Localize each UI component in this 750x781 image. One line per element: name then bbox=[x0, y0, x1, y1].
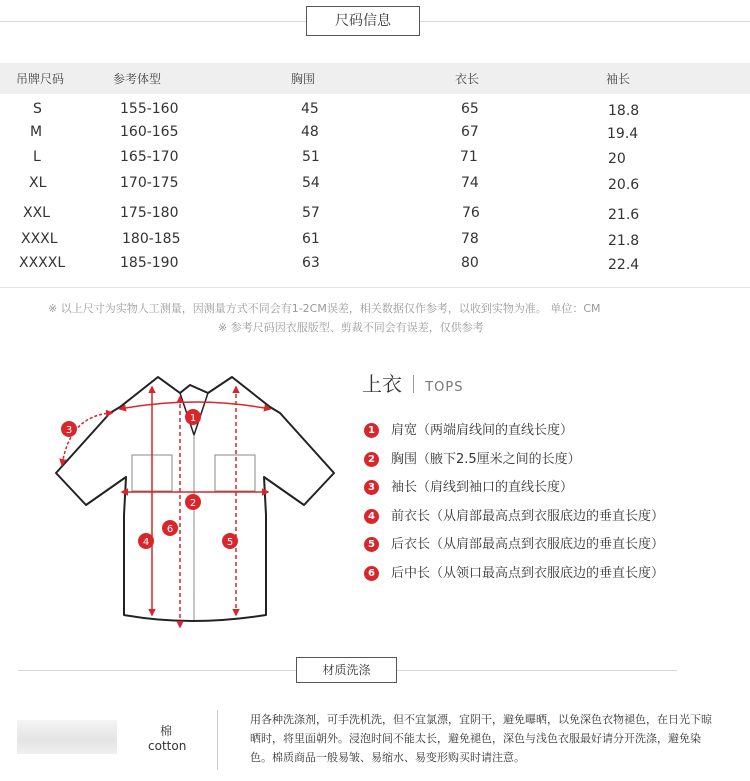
title-rule-left bbox=[0, 21, 306, 22]
size-cell: 155-160 bbox=[120, 101, 179, 117]
size-cell: 78 bbox=[461, 231, 479, 247]
size-cell: 19.4 bbox=[607, 126, 639, 142]
material-care-title: 材质洗涤 bbox=[296, 657, 397, 683]
size-cell: 175-180 bbox=[120, 205, 179, 221]
legend-number-badge: 4 bbox=[364, 509, 379, 524]
care-instructions: 用各种洗涤剂，可手洗机洗，但不宜氯漂，宜阴干，避免曝晒，以免深色衣物褪色，在日光下晾晒时，将里面朝外。浸泡时间不能太长，避免褪色，深色与浅色衣服最好请分开洗涤，避免染色。棉质商品一般易皱、易缩水、易变形购买时请注意。 bbox=[250, 713, 712, 764]
svg-text:1: 1 bbox=[189, 413, 197, 424]
size-cell: 170-175 bbox=[120, 175, 179, 191]
size-cell: 22.4 bbox=[608, 257, 640, 273]
size-cell: 45 bbox=[301, 101, 319, 117]
title-rule-right bbox=[420, 21, 750, 22]
marker-6 bbox=[162, 520, 178, 536]
legend-number-badge: 5 bbox=[364, 537, 379, 552]
size-cell: 160-165 bbox=[120, 124, 179, 140]
size-cell: 21.8 bbox=[608, 233, 640, 249]
marker-5 bbox=[222, 533, 238, 549]
material-cn: 棉 bbox=[160, 724, 173, 738]
tops-title-cn: 上衣 bbox=[362, 372, 402, 396]
svg-text:2: 2 bbox=[189, 498, 197, 509]
svg-text:5: 5 bbox=[226, 537, 234, 548]
size-cell: 57 bbox=[302, 205, 320, 221]
size-info-title: 尺码信息 bbox=[306, 6, 420, 36]
legend-item bbox=[364, 562, 664, 580]
legend-text: 后中长（从领口最高点到衣服底边的垂直长度） bbox=[391, 566, 665, 581]
size-cell: 165-170 bbox=[120, 149, 179, 165]
legend-item bbox=[364, 505, 664, 523]
size-cell: XXXXL bbox=[19, 255, 66, 271]
size-cell: 48 bbox=[301, 124, 319, 140]
size-cell: 20 bbox=[608, 151, 626, 167]
marker-1 bbox=[185, 409, 201, 425]
size-cell: 71 bbox=[460, 149, 478, 165]
tops-title-divider bbox=[413, 375, 414, 393]
size-cell: 185-190 bbox=[120, 255, 179, 271]
legend-number-badge: 3 bbox=[364, 480, 379, 495]
svg-text:6: 6 bbox=[166, 524, 174, 535]
tops-title bbox=[362, 368, 463, 397]
tops-title-en: TOPS bbox=[425, 380, 464, 395]
legend-text: 胸围（腋下2.5厘米之间的长度） bbox=[391, 452, 581, 467]
legend-text: 袖长（肩线到袖口的直线长度） bbox=[391, 480, 574, 495]
svg-text:4: 4 bbox=[142, 537, 150, 548]
legend-number-badge: 2 bbox=[364, 452, 379, 467]
size-cell: 61 bbox=[302, 231, 320, 247]
table-bottom-rule bbox=[0, 287, 750, 288]
marker-4 bbox=[138, 533, 154, 549]
col-header-length: 衣长 bbox=[455, 72, 480, 86]
reference-note: ※ 参考尺码因衣服版型、剪裁不同会有误差，仅供参考 bbox=[218, 321, 484, 334]
legend-item bbox=[364, 533, 664, 551]
legend-text: 前衣长（从肩部最高点到衣服底边的垂直长度） bbox=[391, 509, 665, 524]
size-cell: 63 bbox=[302, 255, 320, 271]
col-header-sleeve: 袖长 bbox=[606, 72, 631, 86]
material-rule-right bbox=[397, 670, 677, 671]
col-header-chest: 胸围 bbox=[291, 72, 316, 86]
material-rule-left bbox=[18, 670, 296, 671]
fabric-swatch bbox=[17, 720, 117, 754]
legend-item bbox=[364, 419, 573, 437]
legend-text: 肩宽（两端肩线间的直线长度） bbox=[391, 423, 574, 438]
measurement-note: ※ 以上尺寸为实物人工测量，因测量方式不同会有1-2CM误差，相关数据仅作参考，以收到实物为准。 单位：CM bbox=[48, 302, 601, 315]
size-cell: M bbox=[30, 124, 43, 140]
size-cell: XXL bbox=[23, 205, 50, 221]
size-cell: L bbox=[33, 149, 41, 165]
size-cell: 21.6 bbox=[608, 207, 640, 223]
shirt-measurement-diagram bbox=[40, 365, 340, 635]
col-header-body-type: 参考体型 bbox=[113, 72, 162, 86]
size-cell: 76 bbox=[462, 205, 480, 221]
material-en: cotton bbox=[148, 739, 187, 753]
size-cell: XL bbox=[29, 175, 47, 191]
legend-number-badge: 6 bbox=[364, 566, 379, 581]
size-cell: 51 bbox=[302, 149, 320, 165]
svg-text:3: 3 bbox=[65, 425, 73, 436]
marker-2 bbox=[185, 494, 201, 510]
legend-text: 后衣长（从肩部最高点到衣服底边的垂直长度） bbox=[391, 537, 665, 552]
size-cell: 20.6 bbox=[608, 177, 640, 193]
size-cell: 54 bbox=[302, 175, 320, 191]
size-cell: 65 bbox=[461, 101, 479, 117]
size-cell: S bbox=[33, 101, 42, 117]
size-cell: 67 bbox=[461, 124, 479, 140]
col-header-tag-size: 吊牌尺码 bbox=[16, 72, 65, 86]
size-cell: 74 bbox=[461, 175, 479, 191]
legend-number-badge: 1 bbox=[364, 423, 379, 438]
marker-3 bbox=[61, 421, 77, 437]
size-cell: 80 bbox=[461, 255, 479, 271]
size-cell: XXXL bbox=[21, 231, 58, 247]
legend-item bbox=[364, 448, 581, 466]
size-cell: 18.8 bbox=[608, 103, 640, 119]
size-cell: 180-185 bbox=[122, 231, 181, 247]
material-divider bbox=[217, 710, 218, 770]
legend-item bbox=[364, 476, 573, 494]
